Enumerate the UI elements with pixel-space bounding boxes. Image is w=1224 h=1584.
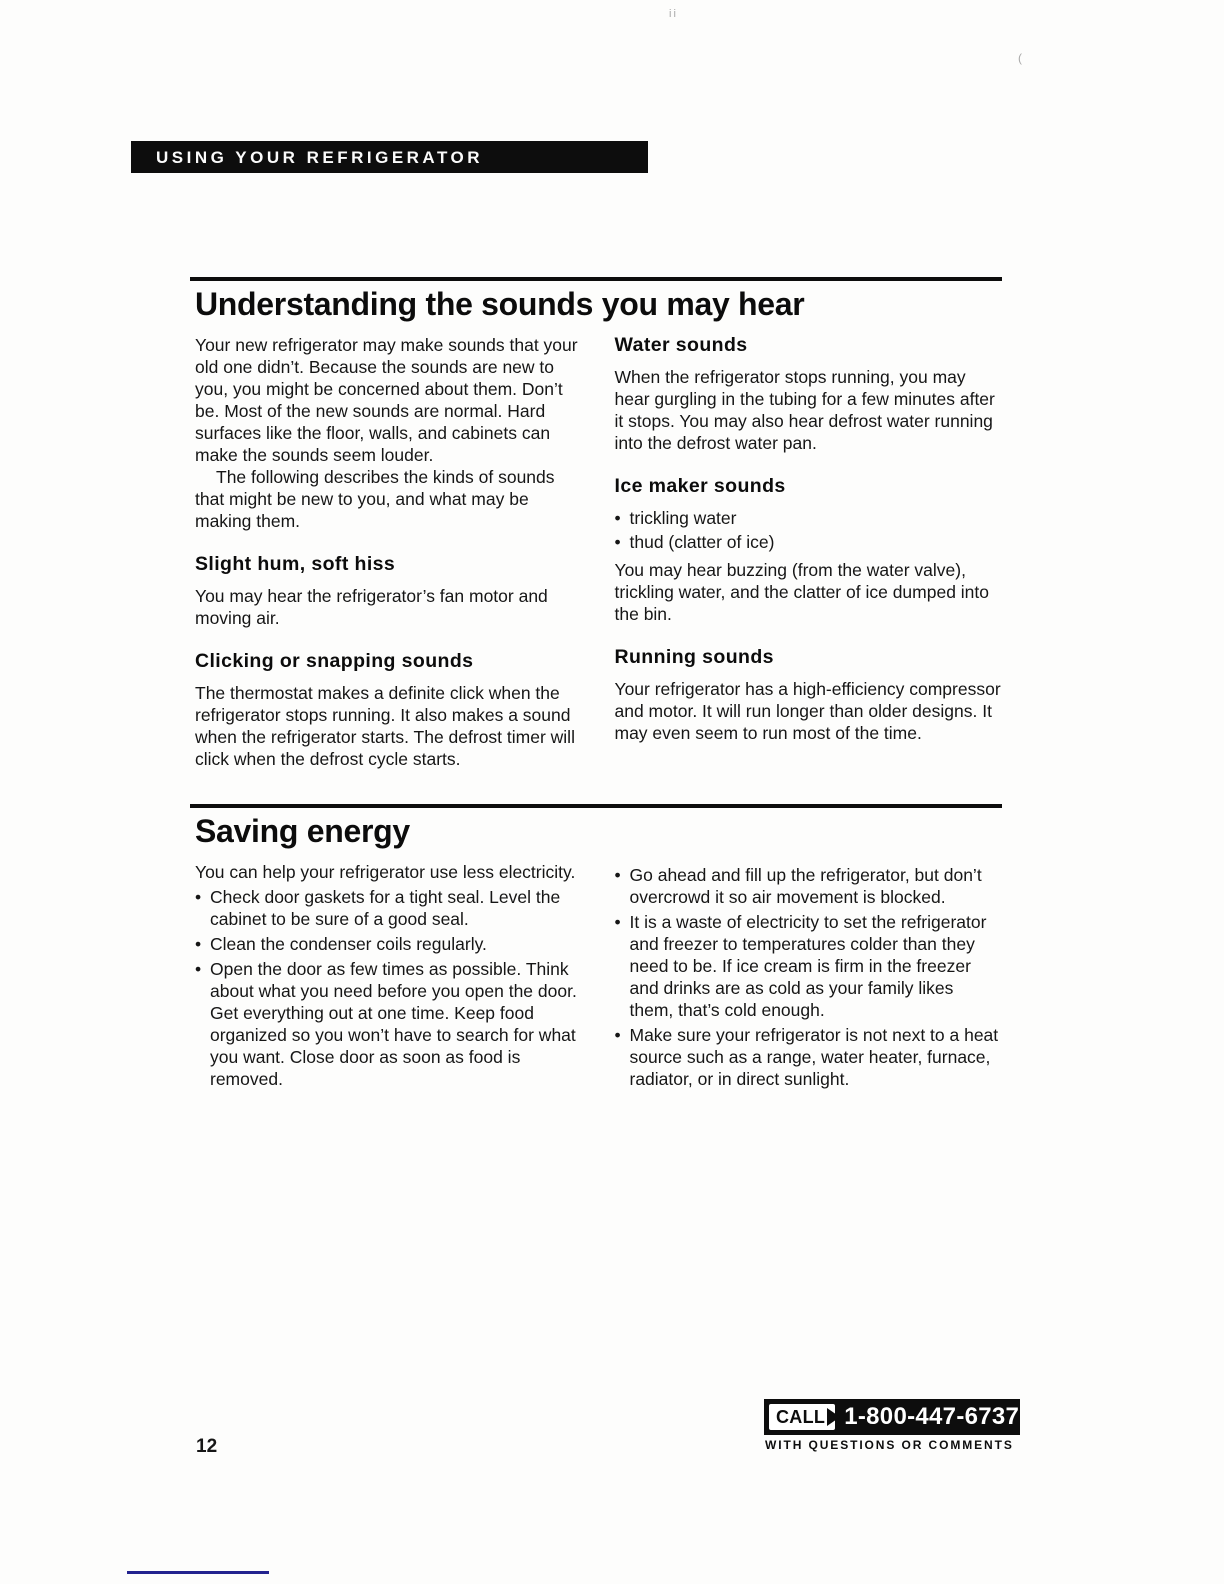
heading-slight-hum: Slight hum, soft hiss — [195, 553, 396, 575]
list-item-text: Go ahead and fill up the refrigerator, but don’t overcrowd it so air movement is blocked. — [629, 865, 982, 907]
energy-columns — [190, 861, 1002, 1093]
bullet-icon: • — [614, 865, 621, 885]
call-label: CALL — [776, 1406, 826, 1427]
list-item-text: Check door gaskets for a tight seal. Level the cabinet to be sure of a good seal. — [210, 887, 561, 929]
heading-clicking: Clicking or snapping sounds — [195, 650, 474, 672]
water-sounds-body: When the refrigerator stops running, you may hear gurgling in the tubing for a few minutes after it stops. You may also hear defrost water running into the defrost water pan. — [614, 367, 995, 453]
scan-artifact-top: ii — [669, 8, 678, 20]
bullet-icon: • — [614, 508, 621, 528]
scan-artifact-right: ( — [1018, 51, 1022, 65]
section-rule — [190, 804, 1002, 808]
list-item — [195, 933, 583, 955]
section-rule — [190, 277, 1002, 281]
energy-section — [190, 804, 1002, 1093]
section-title-energy: Saving energy — [195, 813, 410, 849]
slight-hum-body: You may hear the refrigerator’s fan motor and moving air. — [195, 586, 548, 628]
sounds-intro-p1: Your new refrigerator may make sounds that your old one didn’t. Because the sounds are new to you, you might be concerned about them. Don’t be. Most of the new sounds are normal. Hard surfaces like the floor, walls, and cabinets can make the sounds seem louder. — [195, 335, 578, 465]
bullet-icon: • — [195, 959, 202, 979]
energy-intro: You can help your refrigerator use less electricity. — [195, 862, 576, 882]
list-item — [615, 1024, 1003, 1090]
bullet-icon: • — [614, 1025, 621, 1045]
clicking-body: The thermostat makes a definite click when the refrigerator stops running. It also makes a sound when the refrigerator starts. The defrost timer will click when the defrost cycle starts. — [195, 683, 575, 769]
heading-running-sounds: Running sounds — [614, 646, 774, 668]
energy-left-column — [195, 861, 583, 1093]
call-badge — [764, 1399, 1020, 1435]
bullet-icon: • — [614, 912, 621, 932]
ice-maker-body: You may hear buzzing (from the water valve), trickling water, and the clatter of ice dumped into the bin. — [614, 560, 990, 624]
heading-water-sounds: Water sounds — [614, 334, 748, 356]
bullet-icon: • — [195, 934, 202, 954]
bullet-icon: • — [195, 887, 202, 907]
sounds-left-column — [195, 334, 583, 770]
running-sounds-body: Your refrigerator has a high-efficiency compressor and motor. It will run longer than older designs. It may even seem to run most of the time. — [614, 679, 1001, 743]
list-item-text: Clean the condenser coils regularly. — [210, 934, 487, 954]
sounds-right-column — [615, 334, 1003, 770]
list-item-text: trickling water — [629, 508, 737, 528]
call-arrow-icon — [827, 1408, 840, 1426]
sounds-section — [190, 277, 1002, 770]
list-item-text: Open the door as few times as possible. Think about what you need before you open the door. Get everything out at one time. Keep food organized so you won’t have to search for what you want. Close door as soon as food is removed. — [210, 959, 577, 1089]
page-number: 12 — [196, 1436, 218, 1457]
bottom-rule — [127, 1571, 269, 1574]
call-tagline: WITH QUESTIONS OR COMMENTS — [765, 1438, 1014, 1452]
chapter-tab: USING YOUR REFRIGERATOR — [131, 141, 648, 173]
list-item-text: thud (clatter of ice) — [629, 532, 775, 552]
list-item — [615, 864, 1003, 908]
list-item — [195, 958, 583, 1090]
list-item — [195, 886, 583, 930]
sounds-columns — [190, 334, 1002, 770]
energy-right-column — [615, 861, 1003, 1093]
section-title-sounds: Understanding the sounds you may hear — [195, 286, 805, 322]
list-item — [615, 911, 1003, 1021]
bullet-icon: • — [614, 532, 621, 552]
list-item-text: Make sure your refrigerator is not next to a heat source such as a range, water heater, furnace, radiator, or in direct sunlight. — [629, 1025, 999, 1089]
heading-ice-maker-sounds: Ice maker sounds — [614, 475, 786, 497]
sounds-intro-p2: The following describes the kinds of sounds that might be new to you, and what may be making them. — [195, 467, 555, 531]
call-phone-number: 1-800-447-6737 — [844, 1403, 1020, 1430]
list-item — [615, 531, 1003, 553]
list-item — [615, 507, 1003, 529]
call-label-box — [769, 1404, 835, 1430]
list-item-text: It is a waste of electricity to set the refrigerator and freezer to temperatures colder than they need to be. If ice cream is firm in the freezer and drinks are as cold as your family likes them, that’s cold enough. — [629, 912, 987, 1020]
